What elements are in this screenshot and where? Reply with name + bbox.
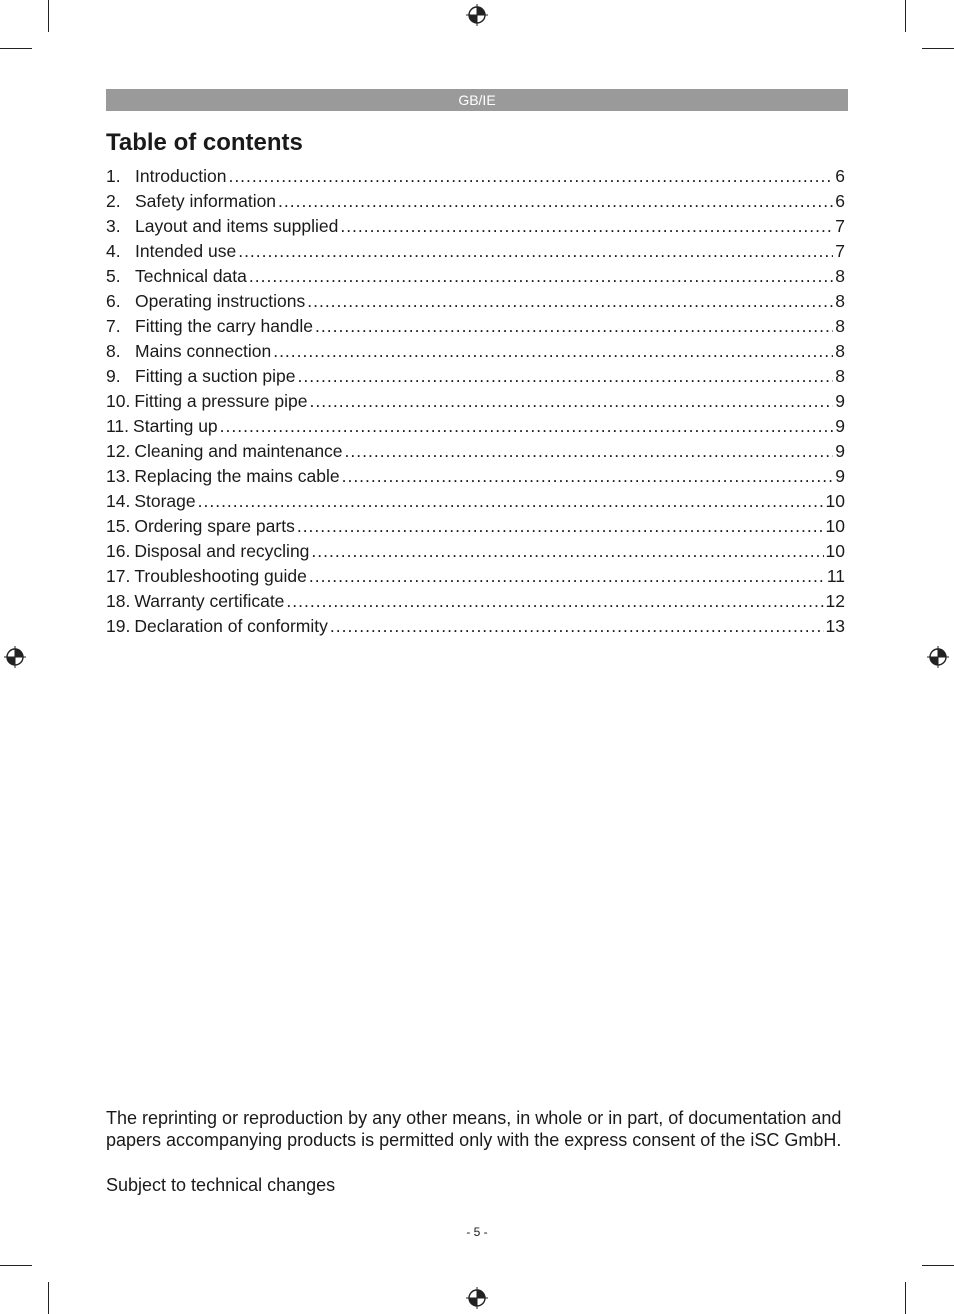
toc-entry-number: 6.: [106, 291, 121, 311]
toc-entry-page: 9: [835, 441, 845, 461]
toc-entry[interactable]: [106, 339, 845, 364]
toc-entry-page: 9: [835, 416, 845, 436]
copyright-note: The reprinting or reproduction by any other means, in whole or in part, of documentation and papers accompanying products is permitted only with the express consent of the iSC GmbH.: [106, 1108, 842, 1150]
crop-mark-top-left-h: [0, 48, 32, 49]
toc-entry-label: Mains connection: [135, 341, 272, 361]
toc-dot-leader: [307, 289, 833, 314]
toc-entry-page: 8: [835, 316, 845, 336]
toc-entry-label: Warranty certificate: [134, 591, 285, 611]
toc-entry[interactable]: [106, 214, 845, 239]
toc-entry[interactable]: [106, 589, 845, 614]
language-code: GB/IE: [458, 92, 496, 108]
toc-entry-label: Technical data: [135, 266, 247, 286]
toc-entry-label: Operating instructions: [135, 291, 306, 311]
toc-entry-page: 8: [835, 366, 845, 386]
toc-entry-number: 7.: [106, 316, 121, 336]
toc-entry-label: Troubleshooting guide: [134, 566, 307, 586]
toc-dot-leader: [198, 489, 824, 514]
toc-entry[interactable]: [106, 164, 845, 189]
toc-entry[interactable]: [106, 239, 845, 264]
toc-entry[interactable]: [106, 539, 845, 564]
toc-entry-number: 19.: [106, 616, 131, 636]
toc-entry-page: 11: [826, 566, 845, 586]
toc-entry-number: 1.: [106, 166, 121, 186]
crop-mark-top-right-h: [922, 48, 954, 49]
toc-entry-page: 8: [835, 341, 845, 361]
toc-dot-leader: [220, 414, 834, 439]
toc-entry-label: Ordering spare parts: [134, 516, 295, 536]
toc-dot-leader: [340, 214, 833, 239]
crop-mark-bottom-left-v: [48, 1282, 49, 1314]
toc-entry-page: 8: [835, 266, 845, 286]
toc-dot-leader: [273, 339, 833, 364]
toc-entry-number: 10.: [106, 391, 131, 411]
toc-dot-leader: [298, 364, 834, 389]
toc-dot-leader: [309, 389, 833, 414]
toc-entry-number: 11.: [106, 416, 130, 436]
toc-dot-leader: [315, 314, 833, 339]
toc-entry-number: 3.: [106, 216, 121, 236]
toc-entry-number: 14.: [106, 491, 131, 511]
toc-entry-number: 17.: [106, 566, 131, 586]
toc-entry-label: Declaration of conformity: [134, 616, 328, 636]
toc-entry-label: Fitting a suction pipe: [135, 366, 296, 386]
registration-mark-icon: [466, 1287, 488, 1309]
crop-mark-bottom-right-h: [922, 1265, 954, 1266]
toc-entry-page: 9: [835, 466, 845, 486]
toc-entry-page: 12: [825, 591, 845, 611]
toc-entry[interactable]: [106, 189, 845, 214]
toc-entry-label: Disposal and recycling: [134, 541, 310, 561]
toc-entry-number: 2.: [106, 191, 121, 211]
toc-entry-label: Introduction: [135, 166, 227, 186]
toc-entry[interactable]: [106, 439, 845, 464]
toc-entry-page: 6: [835, 166, 845, 186]
toc-entry[interactable]: [106, 364, 845, 389]
toc-dot-leader: [238, 239, 833, 264]
toc-dot-leader: [345, 439, 834, 464]
toc-entry[interactable]: [106, 464, 845, 489]
toc-entry[interactable]: [106, 389, 845, 414]
toc-entry-number: 4.: [106, 241, 121, 261]
toc-entry-label: Storage: [134, 491, 196, 511]
toc-entry-number: 8.: [106, 341, 121, 361]
toc-entry-label: Cleaning and maintenance: [134, 441, 343, 461]
toc-entry-number: 9.: [106, 366, 121, 386]
toc-entry-page: 7: [835, 216, 845, 236]
toc-entry[interactable]: [106, 414, 845, 439]
toc-entry-number: 16.: [106, 541, 131, 561]
toc-dot-leader: [249, 264, 833, 289]
crop-mark-top-right-v: [905, 0, 906, 32]
toc-entry[interactable]: [106, 489, 845, 514]
toc-entry-label: Safety information: [135, 191, 277, 211]
toc-entry-label: Fitting a pressure pipe: [134, 391, 308, 411]
toc-entry[interactable]: [106, 614, 845, 639]
toc-entry-label: Replacing the mains cable: [134, 466, 340, 486]
page-number: - 5 -: [466, 1225, 488, 1239]
table-of-contents: [106, 164, 845, 639]
toc-entry[interactable]: [106, 314, 845, 339]
toc-entry-label: Fitting the carry handle: [135, 316, 314, 336]
toc-dot-leader: [286, 589, 823, 614]
toc-dot-leader: [309, 564, 825, 589]
toc-entry-label: Intended use: [135, 241, 237, 261]
toc-entry-page: 10: [825, 516, 845, 536]
toc-entry[interactable]: [106, 514, 845, 539]
toc-entry-page: 10: [825, 541, 845, 561]
toc-dot-leader: [311, 539, 823, 564]
registration-mark-icon: [927, 646, 949, 668]
toc-entry[interactable]: [106, 564, 845, 589]
toc-entry-number: 5.: [106, 266, 121, 286]
toc-dot-leader: [330, 614, 824, 639]
toc-entry-page: 6: [835, 191, 845, 211]
toc-entry[interactable]: [106, 264, 845, 289]
toc-dot-leader: [297, 514, 824, 539]
language-header-bar: [106, 89, 848, 111]
toc-entry-page: 13: [825, 616, 845, 636]
registration-mark-icon: [466, 4, 488, 26]
toc-dot-leader: [278, 189, 833, 214]
registration-mark-icon: [4, 646, 26, 668]
toc-dot-leader: [228, 164, 833, 189]
crop-mark-bottom-right-v: [905, 1282, 906, 1314]
toc-entry-number: 12.: [106, 441, 131, 461]
toc-entry-label: Layout and items supplied: [135, 216, 339, 236]
toc-entry-number: 18.: [106, 591, 131, 611]
toc-entry-page: 7: [835, 241, 845, 261]
toc-entry-number: 13.: [106, 466, 131, 486]
toc-entry-number: 15.: [106, 516, 131, 536]
toc-entry[interactable]: [106, 289, 845, 314]
toc-entry-page: 8: [835, 291, 845, 311]
toc-entry-page: 10: [825, 491, 845, 511]
subject-to-change-note: Subject to technical changes: [106, 1175, 336, 1195]
toc-dot-leader: [342, 464, 834, 489]
crop-mark-bottom-left-h: [0, 1265, 32, 1266]
page-title: Table of contents: [106, 129, 303, 156]
crop-mark-top-left-v: [48, 0, 49, 32]
toc-entry-label: Starting up: [133, 416, 218, 436]
toc-entry-page: 9: [835, 391, 845, 411]
